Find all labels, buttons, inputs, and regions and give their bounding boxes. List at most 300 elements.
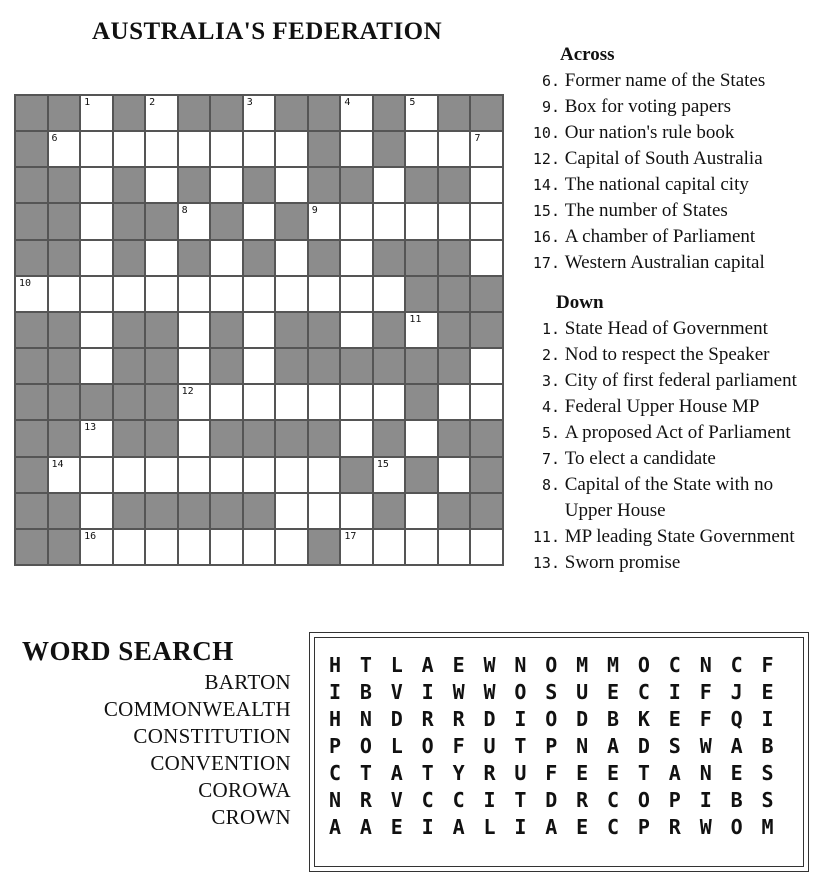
word-search-letter[interactable]: C bbox=[452, 788, 465, 812]
word-search-letter[interactable]: F bbox=[545, 761, 558, 785]
crossword-cell[interactable] bbox=[210, 167, 243, 203]
clue-item-number: 14. bbox=[532, 176, 560, 194]
word-search-letter[interactable]: T bbox=[514, 788, 527, 812]
crossword-cell[interactable] bbox=[15, 276, 48, 312]
word-search-letter[interactable]: O bbox=[421, 734, 434, 758]
word-search-letter[interactable]: E bbox=[576, 761, 589, 785]
crossword-block-cell bbox=[470, 457, 503, 493]
word-search-letter[interactable]: K bbox=[637, 707, 650, 731]
word-search-letter[interactable]: L bbox=[390, 734, 403, 758]
clue-number: 1 bbox=[84, 97, 91, 108]
word-search-letter[interactable]: U bbox=[514, 761, 527, 785]
word-search-letter[interactable]: U bbox=[576, 680, 589, 704]
crossword-block-cell bbox=[48, 420, 81, 456]
word-search-letter[interactable]: W bbox=[483, 653, 496, 677]
word-search-letter[interactable]: A bbox=[390, 761, 403, 785]
clue-item bbox=[512, 146, 765, 172]
crossword-cell[interactable] bbox=[210, 131, 243, 167]
crossword-block-cell bbox=[48, 240, 81, 276]
word-search-letter[interactable]: N bbox=[359, 707, 372, 731]
crossword-cell[interactable] bbox=[80, 457, 113, 493]
crossword-cell[interactable] bbox=[178, 276, 211, 312]
word-search-letter[interactable]: C bbox=[730, 653, 743, 677]
word-search-word: COROWA bbox=[198, 778, 291, 802]
crossword-cell[interactable] bbox=[470, 348, 503, 384]
clue-number: 10 bbox=[19, 277, 32, 289]
crossword-cell[interactable] bbox=[210, 384, 243, 420]
crossword-cell[interactable] bbox=[80, 276, 113, 312]
crossword-cell[interactable] bbox=[80, 348, 113, 384]
crossword-block-cell bbox=[308, 167, 341, 203]
word-search-letter[interactable]: A bbox=[452, 815, 465, 839]
word-search-letter[interactable]: C bbox=[637, 680, 650, 704]
clue-item bbox=[512, 224, 765, 250]
crossword-cell[interactable] bbox=[178, 457, 211, 493]
crossword-cell[interactable] bbox=[80, 312, 113, 348]
crossword-block-cell bbox=[373, 312, 406, 348]
crossword-cell[interactable] bbox=[48, 131, 81, 167]
crossword-cell[interactable] bbox=[405, 312, 438, 348]
crossword-cell[interactable] bbox=[275, 493, 308, 529]
crossword-cell[interactable] bbox=[470, 384, 503, 420]
word-search-letter[interactable]: P bbox=[329, 734, 342, 758]
crossword-cell[interactable] bbox=[210, 276, 243, 312]
crossword-cell[interactable] bbox=[405, 493, 438, 529]
word-search-letter[interactable]: E bbox=[607, 680, 620, 704]
clue-item bbox=[512, 420, 797, 446]
crossword-block-cell bbox=[113, 384, 146, 420]
clue-number: 3 bbox=[246, 97, 253, 108]
crossword-cell[interactable] bbox=[243, 384, 276, 420]
crossword-block-cell bbox=[145, 312, 178, 348]
word-search-letter[interactable]: O bbox=[359, 734, 372, 758]
crossword-block-cell bbox=[178, 240, 211, 276]
crossword-cell[interactable] bbox=[80, 529, 113, 565]
crossword-cell[interactable] bbox=[80, 167, 113, 203]
clue-number: 8 bbox=[181, 205, 188, 217]
crossword-cell[interactable] bbox=[275, 457, 308, 493]
crossword-cell[interactable] bbox=[275, 167, 308, 203]
word-search-letter[interactable]: H bbox=[329, 653, 342, 677]
crossword-block-cell bbox=[178, 95, 211, 131]
crossword-cell[interactable] bbox=[48, 457, 81, 493]
clue-item-text: The national capital city bbox=[560, 174, 749, 195]
crossword-grid bbox=[14, 94, 504, 566]
crossword-block-cell bbox=[15, 203, 48, 239]
crossword-block-cell bbox=[243, 420, 276, 456]
crossword-block-cell bbox=[15, 420, 48, 456]
crossword-cell[interactable] bbox=[340, 276, 373, 312]
crossword-block-cell bbox=[145, 493, 178, 529]
word-search-letter[interactable]: A bbox=[421, 653, 434, 677]
word-search-letter[interactable]: I bbox=[514, 707, 527, 731]
word-search-letter[interactable]: N bbox=[514, 653, 527, 677]
word-search-word: CONVENTION bbox=[150, 751, 291, 775]
crossword-cell[interactable] bbox=[210, 457, 243, 493]
word-search-letter[interactable]: E bbox=[730, 761, 743, 785]
word-search-letter[interactable]: E bbox=[576, 815, 589, 839]
word-search-letter[interactable]: I bbox=[421, 815, 434, 839]
crossword-cell[interactable] bbox=[308, 384, 341, 420]
word-search-word: CROWN bbox=[211, 805, 291, 829]
crossword-cell[interactable] bbox=[113, 529, 146, 565]
word-search-letter[interactable]: L bbox=[390, 653, 403, 677]
crossword-cell[interactable] bbox=[145, 529, 178, 565]
word-search-letter[interactable]: W bbox=[452, 680, 465, 704]
crossword-cell[interactable] bbox=[373, 457, 406, 493]
crossword-cell[interactable] bbox=[275, 131, 308, 167]
crossword-block-cell bbox=[405, 348, 438, 384]
clue-item bbox=[512, 172, 765, 198]
crossword-cell[interactable] bbox=[178, 529, 211, 565]
crossword-cell[interactable] bbox=[470, 203, 503, 239]
crossword-block-cell bbox=[438, 312, 471, 348]
crossword-cell[interactable] bbox=[340, 384, 373, 420]
word-search-letter[interactable]: I bbox=[699, 788, 712, 812]
word-search-letter[interactable]: Y bbox=[452, 761, 465, 785]
word-search-letter[interactable]: T bbox=[421, 761, 434, 785]
crossword-cell[interactable] bbox=[243, 529, 276, 565]
crossword-cell[interactable] bbox=[243, 95, 276, 131]
crossword-cell[interactable] bbox=[243, 457, 276, 493]
crossword-cell[interactable] bbox=[340, 131, 373, 167]
word-search-letter[interactable]: V bbox=[390, 680, 403, 704]
word-search-letter[interactable]: R bbox=[483, 761, 496, 785]
crossword-block-cell bbox=[308, 312, 341, 348]
crossword-cell[interactable] bbox=[275, 240, 308, 276]
crossword-block-cell bbox=[275, 95, 308, 131]
clue-number: 6 bbox=[51, 133, 58, 145]
crossword-cell[interactable] bbox=[243, 131, 276, 167]
word-search-letter[interactable]: O bbox=[545, 707, 558, 731]
crossword-block-cell bbox=[210, 203, 243, 239]
word-search-grid bbox=[314, 637, 804, 867]
word-search-letter[interactable]: O bbox=[545, 653, 558, 677]
crossword-block-cell bbox=[405, 240, 438, 276]
word-search-row bbox=[329, 652, 795, 679]
crossword-cell[interactable] bbox=[438, 457, 471, 493]
crossword-cell[interactable] bbox=[113, 457, 146, 493]
word-search-letter[interactable]: B bbox=[359, 680, 372, 704]
word-search-letter[interactable]: D bbox=[390, 707, 403, 731]
clue-number: 5 bbox=[409, 97, 416, 108]
word-search-letter[interactable]: E bbox=[390, 815, 403, 839]
crossword-cell[interactable] bbox=[113, 131, 146, 167]
clue-item-number: 6. bbox=[541, 72, 560, 90]
crossword-cell[interactable] bbox=[145, 167, 178, 203]
word-search-letter[interactable]: P bbox=[668, 788, 681, 812]
clue-item-text: Upper House bbox=[560, 500, 666, 521]
crossword-block-cell bbox=[113, 493, 146, 529]
word-search-letter[interactable]: R bbox=[576, 788, 589, 812]
crossword-block-cell bbox=[178, 167, 211, 203]
word-search-letter[interactable]: F bbox=[452, 734, 465, 758]
crossword-cell[interactable] bbox=[405, 420, 438, 456]
word-search-letter[interactable]: D bbox=[483, 707, 496, 731]
crossword-block-cell bbox=[15, 95, 48, 131]
clue-number: 12 bbox=[181, 386, 194, 398]
word-search-row bbox=[329, 814, 795, 841]
crossword-block-cell bbox=[15, 312, 48, 348]
word-search-letter[interactable]: C bbox=[421, 788, 434, 812]
crossword-block-cell bbox=[48, 348, 81, 384]
word-search-letter[interactable]: C bbox=[668, 653, 681, 677]
word-search-letter[interactable]: A bbox=[607, 734, 620, 758]
word-search-letter[interactable]: V bbox=[390, 788, 403, 812]
crossword-cell[interactable] bbox=[405, 95, 438, 131]
clue-item-text: Box for voting papers bbox=[560, 96, 731, 117]
word-search-letter[interactable]: I bbox=[761, 707, 774, 731]
crossword-cell[interactable] bbox=[340, 493, 373, 529]
crossword-block-cell bbox=[113, 312, 146, 348]
crossword-cell[interactable] bbox=[243, 203, 276, 239]
word-search-letter[interactable]: D bbox=[576, 707, 589, 731]
clue-number: 13 bbox=[84, 422, 97, 434]
crossword-cell[interactable] bbox=[470, 529, 503, 565]
word-search-letter[interactable]: S bbox=[668, 734, 681, 758]
word-search-letter[interactable]: D bbox=[545, 788, 558, 812]
word-search-letter[interactable]: S bbox=[545, 680, 558, 704]
crossword-cell[interactable] bbox=[275, 276, 308, 312]
crossword-cell[interactable] bbox=[438, 203, 471, 239]
crossword-cell[interactable] bbox=[405, 203, 438, 239]
crossword-cell[interactable] bbox=[210, 240, 243, 276]
crossword-block-cell bbox=[470, 95, 503, 131]
word-search-row bbox=[329, 733, 795, 760]
word-search-letter[interactable]: N bbox=[699, 653, 712, 677]
word-search-letter[interactable]: B bbox=[761, 734, 774, 758]
clue-item-text: Nod to respect the Speaker bbox=[560, 344, 770, 365]
crossword-block-cell bbox=[308, 131, 341, 167]
word-search-letter[interactable]: N bbox=[329, 788, 342, 812]
word-search-letter[interactable]: P bbox=[637, 815, 650, 839]
crossword-cell[interactable] bbox=[178, 420, 211, 456]
clue-item-number: 12. bbox=[532, 150, 560, 168]
crossword-cell[interactable] bbox=[48, 276, 81, 312]
clue-number: 16 bbox=[84, 530, 97, 542]
word-search-letter[interactable]: W bbox=[699, 734, 712, 758]
word-search-letter[interactable]: E bbox=[452, 653, 465, 677]
crossword-block-cell bbox=[48, 312, 81, 348]
crossword-cell[interactable] bbox=[308, 276, 341, 312]
word-search-letter[interactable]: B bbox=[607, 707, 620, 731]
word-search-letter[interactable]: R bbox=[668, 815, 681, 839]
clue-item-text: The number of States bbox=[560, 200, 728, 221]
clue-item-text: Western Australian capital bbox=[560, 252, 765, 273]
clue-item-number: 8. bbox=[541, 476, 560, 494]
word-search-letter[interactable]: I bbox=[514, 815, 527, 839]
crossword-cell[interactable] bbox=[438, 131, 471, 167]
word-search-letter[interactable]: O bbox=[730, 815, 743, 839]
crossword-block-cell bbox=[405, 457, 438, 493]
word-search-letter[interactable]: N bbox=[576, 734, 589, 758]
word-search-letter[interactable]: S bbox=[761, 788, 774, 812]
word-search-letter[interactable]: A bbox=[359, 815, 372, 839]
word-search-letter[interactable]: C bbox=[329, 761, 342, 785]
word-search-letter[interactable]: A bbox=[668, 761, 681, 785]
crossword-cell[interactable] bbox=[438, 529, 471, 565]
clue-number: 15 bbox=[376, 458, 389, 470]
crossword-cell[interactable] bbox=[243, 312, 276, 348]
clue-item-number: 5. bbox=[541, 424, 560, 442]
crossword-cell[interactable] bbox=[178, 131, 211, 167]
word-search-letter[interactable]: B bbox=[730, 788, 743, 812]
word-search-letter[interactable]: M bbox=[761, 815, 774, 839]
clue-item bbox=[512, 342, 797, 368]
word-search-letter[interactable]: R bbox=[452, 707, 465, 731]
word-search-letter[interactable]: R bbox=[359, 788, 372, 812]
crossword-cell[interactable] bbox=[373, 384, 406, 420]
word-search-letter[interactable]: O bbox=[637, 653, 650, 677]
crossword-cell[interactable] bbox=[373, 276, 406, 312]
word-search-letter[interactable]: W bbox=[483, 680, 496, 704]
crossword-cell[interactable] bbox=[145, 457, 178, 493]
word-search-letter[interactable]: I bbox=[421, 680, 434, 704]
crossword-cell[interactable] bbox=[178, 203, 211, 239]
crossword-block-cell bbox=[48, 95, 81, 131]
crossword-cell[interactable] bbox=[80, 420, 113, 456]
word-search-letter[interactable]: R bbox=[421, 707, 434, 731]
clue-item-text: Our nation's rule book bbox=[560, 122, 735, 143]
crossword-cell[interactable] bbox=[80, 493, 113, 529]
crossword-block-cell bbox=[438, 348, 471, 384]
crossword-block-cell bbox=[178, 493, 211, 529]
word-search-letter[interactable]: A bbox=[730, 734, 743, 758]
word-search-letter[interactable]: D bbox=[637, 734, 650, 758]
word-search-letter[interactable]: E bbox=[761, 680, 774, 704]
crossword-cell[interactable] bbox=[470, 167, 503, 203]
crossword-cell[interactable] bbox=[243, 348, 276, 384]
word-search-letter[interactable]: H bbox=[329, 707, 342, 731]
crossword-cell[interactable] bbox=[373, 529, 406, 565]
word-search-letter[interactable]: I bbox=[483, 788, 496, 812]
word-search-word-list bbox=[104, 669, 291, 831]
word-search-letter[interactable]: E bbox=[668, 707, 681, 731]
crossword-cell[interactable] bbox=[80, 131, 113, 167]
crossword-block-cell bbox=[15, 457, 48, 493]
clue-item bbox=[512, 198, 765, 224]
crossword-cell[interactable] bbox=[275, 384, 308, 420]
word-search-letter[interactable]: F bbox=[699, 707, 712, 731]
crossword-block-cell bbox=[48, 167, 81, 203]
crossword-block-cell bbox=[15, 493, 48, 529]
word-search-letter[interactable]: F bbox=[761, 653, 774, 677]
crossword-cell[interactable] bbox=[340, 203, 373, 239]
word-search-letter[interactable]: N bbox=[699, 761, 712, 785]
clue-item-number: 11. bbox=[532, 528, 560, 546]
clue-item-number: 16. bbox=[532, 228, 560, 246]
crossword-cell[interactable] bbox=[178, 348, 211, 384]
crossword-block-cell bbox=[15, 131, 48, 167]
word-search-letter[interactable]: T bbox=[637, 761, 650, 785]
word-search-letter[interactable]: O bbox=[514, 680, 527, 704]
crossword-cell[interactable] bbox=[178, 312, 211, 348]
crossword-cell[interactable] bbox=[438, 384, 471, 420]
clue-item-text: MP leading State Government bbox=[560, 526, 795, 547]
crossword-cell[interactable] bbox=[373, 203, 406, 239]
word-search-letter[interactable]: T bbox=[359, 761, 372, 785]
crossword-cell[interactable] bbox=[340, 312, 373, 348]
clue-item-number: 3. bbox=[541, 372, 560, 390]
crossword-cell[interactable] bbox=[145, 95, 178, 131]
crossword-cell[interactable] bbox=[243, 276, 276, 312]
crossword-cell[interactable] bbox=[373, 167, 406, 203]
word-search-letter[interactable]: E bbox=[607, 761, 620, 785]
crossword-cell[interactable] bbox=[275, 529, 308, 565]
clue-number: 2 bbox=[149, 97, 156, 108]
word-search-letter[interactable]: C bbox=[607, 815, 620, 839]
crossword-cell[interactable] bbox=[405, 529, 438, 565]
crossword-block-cell bbox=[275, 420, 308, 456]
word-search-letter[interactable]: M bbox=[607, 653, 620, 677]
clue-item bbox=[512, 394, 797, 420]
crossword-cell[interactable] bbox=[470, 131, 503, 167]
clue-item-number: 4. bbox=[541, 398, 560, 416]
crossword-block-cell bbox=[438, 95, 471, 131]
crossword-cell[interactable] bbox=[470, 240, 503, 276]
crossword-cell[interactable] bbox=[405, 131, 438, 167]
crossword-cell[interactable] bbox=[340, 240, 373, 276]
word-search-row bbox=[329, 706, 795, 733]
word-search-letter[interactable]: W bbox=[699, 815, 712, 839]
crossword-cell[interactable] bbox=[308, 493, 341, 529]
word-search-letter[interactable]: I bbox=[668, 680, 681, 704]
crossword-cell[interactable] bbox=[113, 276, 146, 312]
clue-item-number: 1. bbox=[541, 320, 560, 338]
crossword-cell[interactable] bbox=[145, 131, 178, 167]
crossword-cell[interactable] bbox=[340, 95, 373, 131]
crossword-block-cell bbox=[145, 203, 178, 239]
word-search-letter[interactable]: A bbox=[545, 815, 558, 839]
word-search-letter[interactable]: P bbox=[545, 734, 558, 758]
crossword-block-cell bbox=[438, 493, 471, 529]
crossword-cell[interactable] bbox=[210, 529, 243, 565]
word-search-letter[interactable]: S bbox=[761, 761, 774, 785]
word-search-letter[interactable]: C bbox=[607, 788, 620, 812]
crossword-block-cell bbox=[373, 493, 406, 529]
word-search-letter[interactable]: I bbox=[329, 680, 342, 704]
crossword-cell[interactable] bbox=[80, 203, 113, 239]
word-search-letter[interactable]: U bbox=[483, 734, 496, 758]
crossword-block-cell bbox=[113, 348, 146, 384]
crossword-cell[interactable] bbox=[80, 95, 113, 131]
word-search-letter[interactable]: M bbox=[576, 653, 589, 677]
clue-item-number: 10. bbox=[532, 124, 560, 142]
word-search-letter[interactable]: L bbox=[483, 815, 496, 839]
word-search-letter[interactable]: T bbox=[359, 653, 372, 677]
crossword-cell[interactable] bbox=[178, 384, 211, 420]
word-search-letter[interactable]: F bbox=[699, 680, 712, 704]
crossword-cell[interactable] bbox=[145, 276, 178, 312]
crossword-block-cell bbox=[15, 384, 48, 420]
word-search-letter[interactable]: Q bbox=[730, 707, 743, 731]
clue-item-number: 7. bbox=[541, 450, 560, 468]
word-search-letter[interactable]: O bbox=[637, 788, 650, 812]
crossword-cell[interactable] bbox=[308, 457, 341, 493]
crossword-cell[interactable] bbox=[340, 529, 373, 565]
crossword-title: AUSTRALIA'S FEDERATION bbox=[92, 18, 443, 45]
crossword-cell[interactable] bbox=[308, 203, 341, 239]
word-search-letter[interactable]: A bbox=[329, 815, 342, 839]
clue-item-number: 2. bbox=[541, 346, 560, 364]
word-search-letter[interactable]: J bbox=[730, 680, 743, 704]
clue-number: 7 bbox=[474, 133, 481, 145]
word-search-letter[interactable]: T bbox=[514, 734, 527, 758]
crossword-cell[interactable] bbox=[80, 240, 113, 276]
crossword-cell[interactable] bbox=[145, 240, 178, 276]
crossword-block-cell bbox=[243, 240, 276, 276]
crossword-cell[interactable] bbox=[340, 420, 373, 456]
